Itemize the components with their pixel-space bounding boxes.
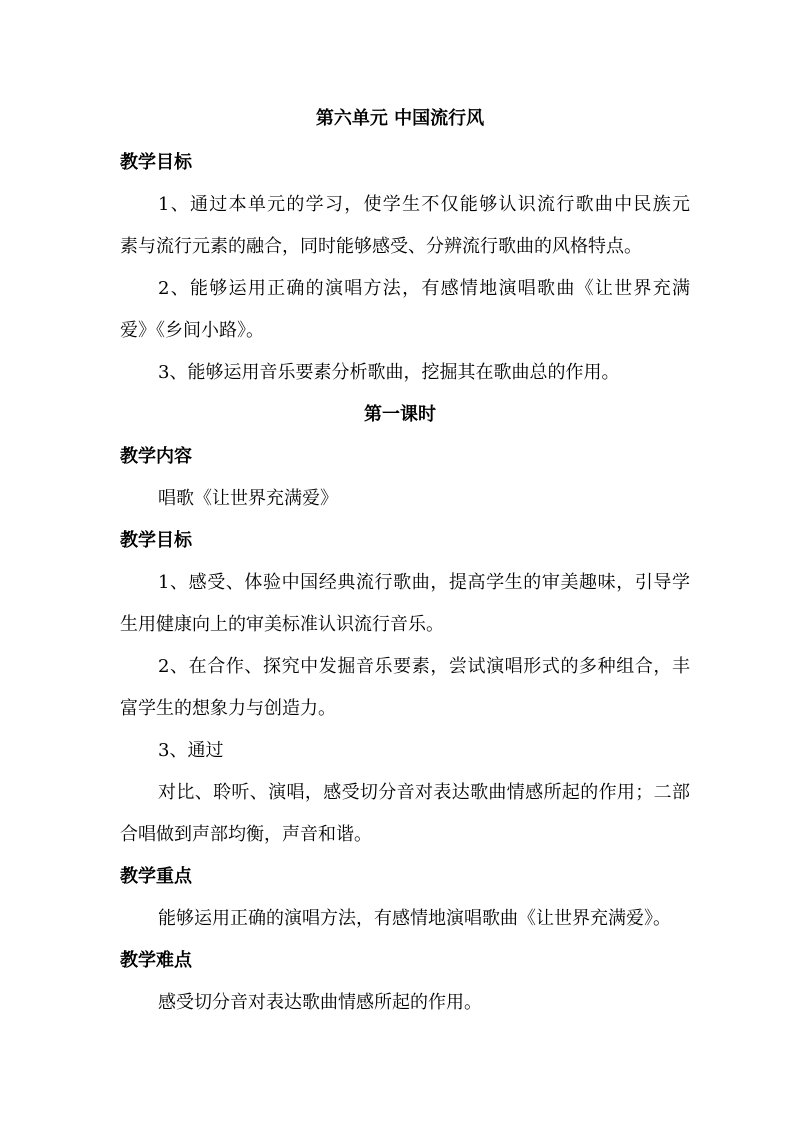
unit-objective-1-line-2: 素与流行元素的融合，同时能够感受、分辨流行歌曲的风格特点。 — [120, 236, 642, 257]
lesson-content-text: 唱歌《让世界充满爱》 — [158, 488, 338, 509]
key-points-text: 能够运用正确的演唱方法，有感情地演唱歌曲《让世界充满爱》。 — [158, 908, 671, 929]
difficult-points-text: 感受切分音对表达歌曲情感所起的作用。 — [158, 992, 482, 1013]
unit-objective-2-line-1: 2、能够运用正确的演唱方法，有感情地演唱歌曲《让世界充满 — [158, 278, 690, 299]
unit-objectives-heading: 教学目标 — [120, 152, 192, 173]
lesson-objectives-heading: 教学目标 — [120, 530, 192, 551]
key-points-heading: 教学重点 — [120, 866, 192, 887]
lesson-objective-1-line-1: 1、感受、体验中国经典流行歌曲，提高学生的审美趣味，引导学 — [158, 572, 690, 593]
lesson-objective-3-line-2: 对比、聆听、演唱，感受切分音对表达歌曲情感所起的作用；二部 — [158, 782, 690, 803]
lesson-objective-3-line-3: 合唱做到声部均衡，声音和谐。 — [120, 824, 372, 845]
lesson-content-heading: 教学内容 — [120, 446, 192, 467]
lesson-objective-2-line-1: 2、在合作、探究中发掘音乐要素，尝试演唱形式的多种组合，丰 — [158, 656, 690, 677]
lesson-objective-1-line-2: 生用健康向上的审美标准认识流行音乐。 — [120, 614, 444, 635]
difficult-points-heading: 教学难点 — [120, 950, 192, 971]
lesson-objective-3-line-1: 3、通过 — [158, 740, 224, 761]
unit-objective-1-line-1: 1、通过本单元的学习，使学生不仅能够认识流行歌曲中民族元 — [158, 194, 690, 215]
unit-title: 第六单元 中国流行风 — [315, 108, 485, 129]
lesson-objective-2-line-2: 富学生的想象力与创造力。 — [120, 698, 336, 719]
lesson-title: 第一课时 — [364, 404, 436, 425]
unit-objective-3: 3、能够运用音乐要素分析歌曲，挖掘其在歌曲总的作用。 — [158, 362, 620, 383]
unit-objective-2-line-2: 爱》《乡间小路》。 — [120, 320, 264, 341]
